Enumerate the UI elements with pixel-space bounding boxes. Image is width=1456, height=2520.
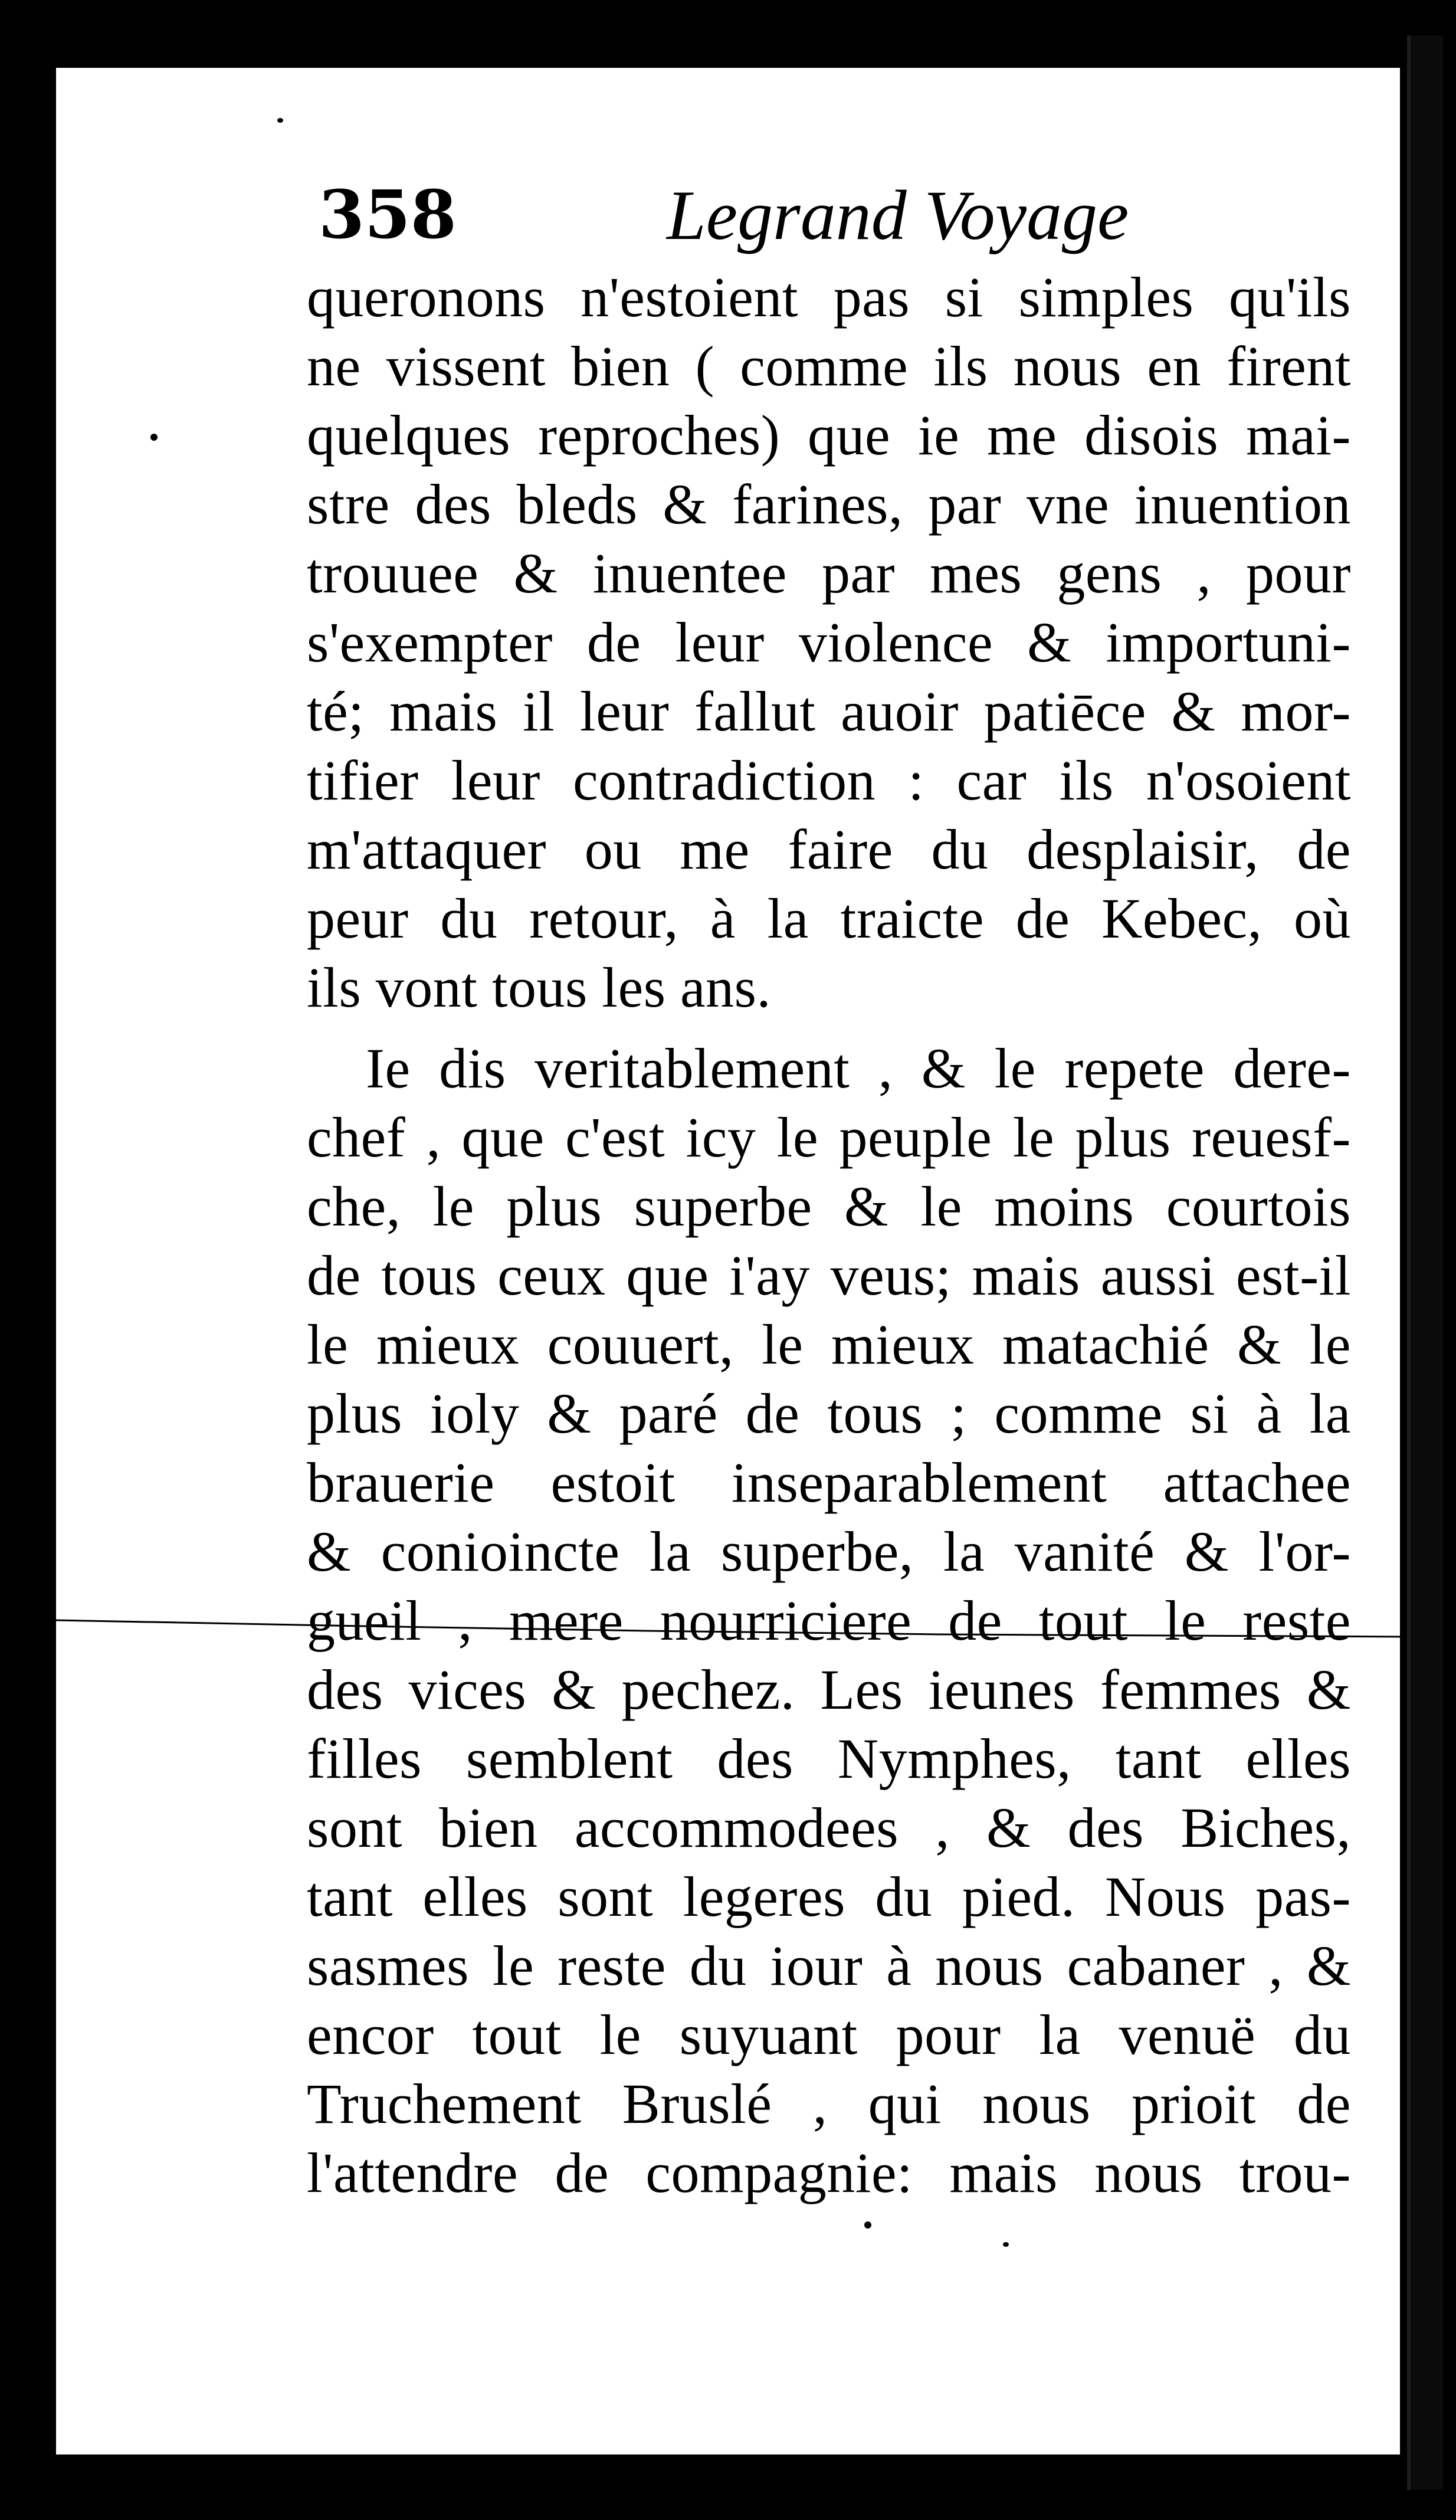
ink-speck — [1003, 2242, 1009, 2247]
paper-crease-line — [56, 1617, 1400, 1621]
text-line: plus ioly & paré de tous ; comme si à la — [307, 1382, 1351, 1445]
text-line: ne vissent bien ( comme ils nous en firent — [307, 335, 1351, 398]
text-line: s'exempter de leur violence & importuni- — [307, 611, 1351, 674]
adjacent-page-edge — [1407, 35, 1443, 2490]
text-line: stre des bleds & farines, par vne inuention — [307, 473, 1351, 536]
running-head: Legrand Voyage — [667, 176, 1129, 254]
text-line: trouuee & inuentee par mes gens , pour — [307, 542, 1351, 605]
ink-speck — [864, 2221, 871, 2229]
ink-speck — [277, 118, 283, 123]
text-line: Truchement Bruslé , qui nous prioit de — [307, 2072, 1351, 2135]
text-line: quelques reproches) que ie me disois mai- — [307, 404, 1351, 467]
ink-speck — [150, 434, 158, 441]
text-line: tant elles sont legeres du pied. Nous pas- — [307, 1865, 1351, 1928]
page-header — [319, 171, 1204, 260]
text-line: de tous ceux que i'ay veus; mais aussi est-il — [307, 1244, 1351, 1307]
text-line: & conioincte la superbe, la vanité & l'or- — [307, 1520, 1351, 1583]
text-line: queronons n'estoient pas si simples qu'ils — [307, 266, 1351, 329]
text-line: le mieux couuert, le mieux matachié & le — [307, 1313, 1351, 1376]
text-line: gueil , mere nourriciere de tout le reste — [307, 1589, 1351, 1652]
text-line: ils vont tous les ans. — [307, 956, 772, 1019]
paragraph-1 — [307, 263, 1351, 1022]
text-line: Ie dis veritablement , & le repete dere- — [366, 1037, 1351, 1100]
text-line: té; mais il leur fallut auoir patiēce & mor- — [307, 680, 1351, 743]
page-number: 358 — [319, 176, 457, 254]
text-line: peur du retour, à la traicte de Kebec, où — [307, 887, 1351, 950]
text-line: m'attaquer ou me faire du desplaisir, de — [307, 818, 1351, 881]
body-text — [307, 263, 1351, 2207]
text-line: che, le plus superbe & le moins courtois — [307, 1175, 1351, 1238]
text-line: brauerie estoit inseparablement attachee — [307, 1451, 1351, 1514]
text-line: filles semblent des Nymphes, tant elles — [307, 1727, 1351, 1790]
text-line: l'attendre de compagnie: mais nous trou- — [307, 2141, 1351, 2204]
text-line: chef , que c'est icy le peuple le plus reuesf- — [307, 1106, 1351, 1169]
text-line: sasmes le reste du iour à nous cabaner , & — [307, 1934, 1351, 1997]
text-line: tifier leur contradiction : car ils n'osoient — [307, 749, 1351, 812]
text-line: des vices & pechez. Les ieunes femmes & — [307, 1658, 1351, 1721]
text-line: sont bien accommodees , & des Biches, — [307, 1796, 1351, 1859]
text-line: encor tout le suyuant pour la venuë du — [307, 2003, 1351, 2066]
